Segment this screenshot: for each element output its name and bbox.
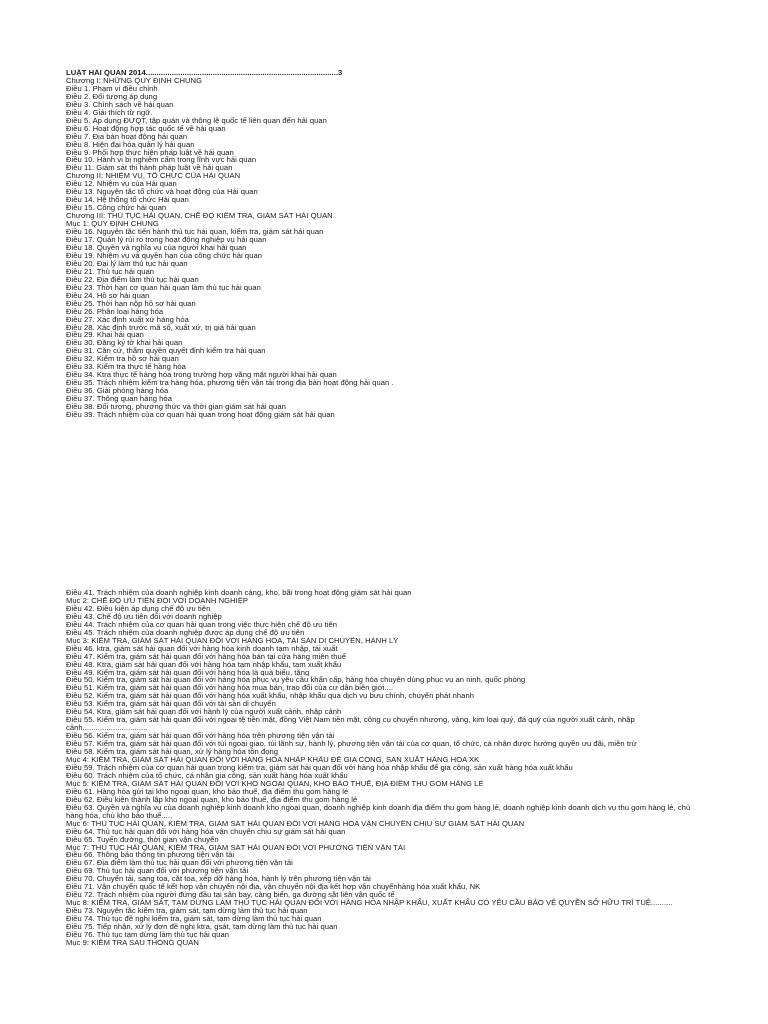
toc-article-line: Điều 13. Nguyên tắc tổ chức và hoạt động của Hải quan	[66, 188, 258, 197]
toc-article-line: Điều 28. Xác định trước mã số, xuất xứ, trị giá hải quan	[66, 323, 256, 332]
toc-article-line: Điều 48. Ktra, giám sát hải quan đối với hàng hóa tạm nhập khẩu, tạm xuất khẩu	[66, 660, 342, 669]
toc-article-line: Điều 32. Kiểm tra hồ sơ hải quan	[66, 355, 179, 364]
toc-article-line: Điều 2. Đối tượng áp dụng	[66, 92, 158, 101]
toc-article-line: Điều 72. Trách nhiệm của người đứng đầu tại sân bay, cảng biển, ga đường sắt liên vận quốc tế	[66, 891, 395, 900]
toc-article-line: Điều 56. Kiểm tra, giám sát hải quan đối với hàng hóa trên phương tiện vận tải	[66, 732, 335, 741]
toc-article-line: Điều 46. ktra, giám sát hải quan đối với hàng hóa kinh doanh tạm nhập, tái xuất	[66, 644, 338, 653]
toc-article-line: Điều 41. Trách nhiệm của doanh nghiệp kinh doanh cảng, kho, bãi trong hoạt động giám sát hải quan	[66, 589, 412, 597]
toc-article-line: Điều 26. Phân loại hàng hóa	[66, 307, 164, 316]
toc-article-line: Điều 44. Trách nhiệm của cơ quan hải quan trong việc thực hiện chế độ ưu tiên	[66, 620, 338, 629]
toc-chapter-heading: Chương III: THỦ TỤC HẢI QUAN, CHẾ ĐỘ KIỂM TRA, GIÁM SÁT HẢI QUAN	[66, 212, 333, 221]
toc-chapter-heading: Chương II: NHIỆM VỤ, TỔ CHỨC CỦA HẢI QUAN	[66, 172, 241, 181]
toc-article-line: Điều 1. Phạm vi điều chỉnh	[66, 84, 158, 93]
toc-article-line: Điều 42. Điều kiện áp dụng chế độ ưu tiên	[66, 604, 211, 613]
toc-article-line: Điều 11. Giám sát thi hành pháp luật về hải quan	[66, 164, 233, 173]
toc-article-line: Điều 34. Ktra thực tế hàng hóa trong trường hợp vắng mặt người khai hải quan	[66, 371, 337, 380]
toc-article-line: Điều 36. Giải phóng hàng hóa	[66, 387, 169, 396]
toc-article-line: Điều 35. Trách nhiệm kiểm tra hàng hóa, phương tiện vận tải trong địa bàn hoạt động hải quan .	[66, 379, 394, 388]
toc-article-line: Điều 25. Thời hạn nộp hồ sơ hải quan	[66, 299, 196, 308]
toc-article-line: Điều 39. Trách nhiệm của cơ quan hải quan trong hoạt động giám sát hải quan	[66, 410, 335, 419]
toc-article-line: Điều 76. Thủ tục tạm dừng làm thủ tục hải quan	[66, 930, 230, 939]
toc-article-line: Điều 6. Hoạt động hợp tác quốc tế về hải quan	[66, 124, 226, 133]
toc-article-line: Điều 21. Thủ tục hải quan	[66, 267, 155, 276]
toc-article-line: Điều 15. Công chức hải quan	[66, 204, 167, 213]
toc-article-line: Điều 20. Đại lý làm thủ tục hải quan	[66, 259, 188, 268]
toc-article-line: Điều 9. Phối hợp thực hiện pháp luật về hải quan	[66, 148, 234, 157]
toc-article-line: Điều 7. Địa bàn hoạt động hải quan	[66, 132, 188, 141]
toc-article-line: Điều 45. Trách nhiệm của doanh nghiệp được áp dụng chế độ ưu tiên	[66, 628, 305, 637]
toc-article-line: Điều 74. Thủ tục đề nghị kiểm tra, giám sát, tạm dừng làm thủ tục hải quan	[66, 915, 322, 924]
toc-article-line: Điều 55. Kiểm tra, giám sát hải quan đối với ngoại tệ tiền mặt, đồng Việt Nam tiền mặt, công cụ chuyển nhượng, vàng, kim loại quý, đá quý của người xuất cảnh, nhập cảnh..............................	[66, 715, 635, 733]
toc-article-line: Điều 47. Kiểm tra, giám sát hải quan đối với hàng hóa bán tại cửa hàng miễn thuế	[66, 652, 347, 661]
toc-article-line: Điều 73. Nguyên tắc kiểm tra, giám sát, tạm dừng làm thủ tục hải quan	[66, 907, 308, 916]
toc-section-heading: Mục 6: THỦ TỤC HẢI QUAN, KIỂM TRA, GIÁM SÁT HẢI QUAN ĐỐI VỚI HÀNG HÓA VẬN CHUYỂN CHỊU SỰ GIÁM SÁT HẢI QUAN	[66, 819, 525, 828]
toc-section-heading: Mục 7: THỦ TỤC HẢI QUAN, KIỂM TRA, GIÁM SÁT HẢI QUAN ĐỐI VỚI PHƯƠNG TIỆN VẬN TẢI	[66, 843, 406, 852]
toc-article-line: Điều 71. Vận chuyển quốc tế kết hợp vận chuyển nội địa, vận chuyển nội địa kết hợp vận chuyểnhàng hóa xuất khẩu, NK	[66, 883, 481, 892]
toc-article-line: Điều 53. Kiểm tra, giám sát hải quan đối với tài sản di chuyển	[66, 700, 276, 709]
toc-article-line: Điều 62. Điều kiện thành lập kho ngoại quan, kho bảo thuế, địa điểm thu gom hàng lẻ	[66, 795, 358, 804]
toc-article-line: Điều 57. Kiểm tra, giám sát hải quan đối với túi ngoại giao, túi lãnh sự, hành lý, phương tiện vận tải của cơ quan, tổ chức, cá nhân được hưởng quyền ưu đãi, miễn trừ	[66, 740, 637, 749]
toc-article-line: Điều 66. Thông báo thông tin phương tiện vận tải	[66, 851, 235, 860]
toc-section-heading: Mục 5: KIỂM TRA, GIÁM SÁT HẢI QUAN ĐỐI VỚI KHO NGOẠI QUAN, KHO BẢO THUẾ, ĐỊA ĐIỂM THU GOM HÀNG LẺ	[66, 779, 484, 788]
toc-article-line: Điều 16. Nguyên tắc tiến hành thủ tục hải quan, kiểm tra, giám sát hải quan	[66, 228, 324, 237]
toc-article-line: Điều 50. Kiểm tra, giám sát hải quan đối với hàng hóa phục vụ yêu cầu khẩn cấp, hàng hóa chuyên dùng phục vụ an ninh, quốc phòng	[66, 676, 526, 685]
toc-chapter-heading: Chương I: NHỮNG QUY ĐỊNH CHUNG	[66, 76, 203, 85]
toc-article-line: Điều 54. Ktra, giám sát hải quan đối với hành lý của người xuất cảnh, nhập cảnh	[66, 708, 342, 717]
toc-article-line: Điều 63. Quyền và nghĩa vụ của doanh nghiệp kinh doanh kho ngoại quan, doanh nghiệp kinh doanh địa điểm thu gom hàng lẻ, doanh nghiệp kinh doanh dịch vụ thu gom hàng lẻ, chủ hàng hóa, chủ kho bảo thuế.....	[66, 802, 691, 820]
toc-article-line: Điều 18. Quyền và nghĩa vụ của người khai hải quan	[66, 243, 247, 252]
toc-article-line: Điều 3. Chính sách về hải quan	[66, 100, 174, 109]
toc-article-line: Điều 27. Xác định xuất xứ hàng hóa	[66, 315, 189, 324]
toc-article-line: Điều 43. Chế độ ưu tiên đối với doanh nghiệp	[66, 612, 222, 621]
toc-article-line: Điều 12. Nhiệm vụ của Hải quan	[66, 180, 177, 189]
toc-section-top	[66, 69, 706, 419]
toc-article-line: Điều 58. Kiểm tra, giám sát hải quan, xử lý hàng hóa tồn đọng	[66, 748, 279, 757]
toc-section-bottom	[66, 589, 706, 947]
toc-article-line: Điều 17. Quản lý rủi ro trong hoạt động nghiệp vụ hải quan	[66, 236, 267, 244]
toc-section-heading: Mục 8: KIỂM TRA, GIÁM SÁT, TẠM DỪNG LÀM THỦ TỤC HẢI QUAN ĐỐI VỚI HÀNG HÓA NHẬP KHẨU, XUẤT KHẨU CÓ YÊU CẦU BẢO VỆ QUYỀN SỞ HỮU TRÍ TUỆ..........	[66, 898, 673, 908]
toc-article-line: Điều 70. Chuyển tải, sang toa, cắt toa, xếp dỡ hàng hóa, hành lý trên phương tiện vận tải	[66, 875, 371, 884]
toc-section-heading: Mục 4: KIỂM TRA, GIÁM SÁT HẢI QUAN ĐỐI VỚI HÀNG HÓA NHẬP KHẨU ĐỂ GIA CÔNG, SẢN XUẤT HÀNG HÓA XK	[66, 756, 480, 764]
toc-article-line: Điều 10. Hành vi bị nghiêm cấm trong lĩnh vực hải quan	[66, 156, 257, 165]
toc-article-line: Điều 14. Hệ thống tổ chức Hải quan	[66, 196, 189, 205]
toc-article-line: Điều 51. Kiểm tra, giám sát hải quan đối với hàng hóa mua bán, trao đổi của cư dân biên giới....	[66, 684, 394, 693]
toc-article-line: Điều 30. Đăng ký tờ khai hải quan	[66, 339, 183, 348]
toc-article-line: Điều 8. Hiện đại hóa quản lý hải quan	[66, 140, 195, 149]
toc-article-line: Điều 52. Kiểm tra, giám sát hải quan đối với hàng hóa xuất khẩu, nhập khẩu qua dịch vụ bưu chính, chuyển phát nhanh	[66, 692, 475, 701]
toc-article-line: Điều 23. Thời hạn cơ quan hải quan làm thủ tục hải quan	[66, 283, 261, 292]
toc-article-line: Điều 67. Địa điểm làm thủ tục hải quan đối với phương tiện vận tải	[66, 859, 293, 868]
document-title: LUẬT HẢI QUAN 2014.........................................................................................3	[66, 69, 343, 77]
toc-article-line: Điều 61. Hàng hóa gửi tại kho ngoại quan, kho bảo thuế, địa điểm thu gom hàng lẻ	[66, 787, 349, 796]
toc-article-line: Điều 38. Đối tượng, phương thức và thời gian giám sát hải quan	[66, 403, 286, 411]
toc-article-line: Điều 37. Thông quan hàng hóa	[66, 395, 172, 404]
toc-article-line: Điều 75. Tiếp nhận, xử lý đơn đề nghị ktra, gsát, tạm dừng làm thủ tục hải quan	[66, 923, 338, 931]
toc-article-line: Điều 22. Địa điểm làm thủ tục hải quan	[66, 275, 199, 284]
toc-article-line: Điều 49. Kiểm tra, giám sát hải quan đối với hàng hóa là quà biếu, tặng	[66, 668, 310, 677]
toc-article-line: Điều 19. Nhiệm vụ và quyền hạn của công chức hải quan	[66, 251, 263, 260]
toc-article-line: Điều 60. Trách nhiệm của tổ chức, cá nhân gia công, sản xuất hàng hóa xuất khẩu	[66, 771, 348, 780]
toc-section-heading: Mục 9: KIỂM TRA SAU THÔNG QUAN	[66, 938, 199, 947]
toc-article-line: Điều 59. Trách nhiệm của cơ quan hải quan trong kiểm tra, giám sát hải quan đối với hàng hóa nhập khẩu để gia công, sản xuất hàng hóa xuất khẩu	[66, 763, 573, 772]
toc-article-line: Điều 4. Giải thích từ ngữ.	[66, 108, 153, 117]
toc-article-line: Điều 65. Tuyến đường, thời gian vận chuyển	[66, 835, 219, 844]
toc-section-heading: Mục 1: QUY ĐỊNH CHUNG	[66, 220, 159, 229]
toc-article-line: Điều 5. Áp dụng ĐƯQT, tập quán và thông lệ quốc tế liên quan đến hải quan	[66, 116, 327, 125]
toc-section-heading: Mục 2: CHẾ ĐỘ ƯU TIÊN ĐỐI VỚI DOANH NGHIỆP	[66, 596, 249, 605]
toc-section-heading: Mục 3: KIỂM TRA, GIÁM SÁT HẢI QUAN ĐỐI VỚI HÀNG HÓA, TÀI SẢN DI CHUYỂN, HÀNH LÝ	[66, 636, 399, 645]
toc-article-line: Điều 31. Căn cứ, thẩm quyền quyết định kiểm tra hải quan	[66, 347, 266, 356]
toc-article-line: Điều 69. Thủ tục hải quan đối với phương tiện vận tải	[66, 867, 249, 876]
toc-article-line: Điều 33. Kiểm tra thực tế hàng hóa	[66, 363, 186, 372]
toc-article-line: Điều 24. Hồ sơ hải quan	[66, 291, 150, 300]
toc-article-line: Điều 64. Thủ tục hải quan đối với hàng hóa vận chuyển chịu sự giám sát hải quan	[66, 827, 346, 836]
toc-article-line: Điều 29. Khai hải quan	[66, 331, 144, 340]
